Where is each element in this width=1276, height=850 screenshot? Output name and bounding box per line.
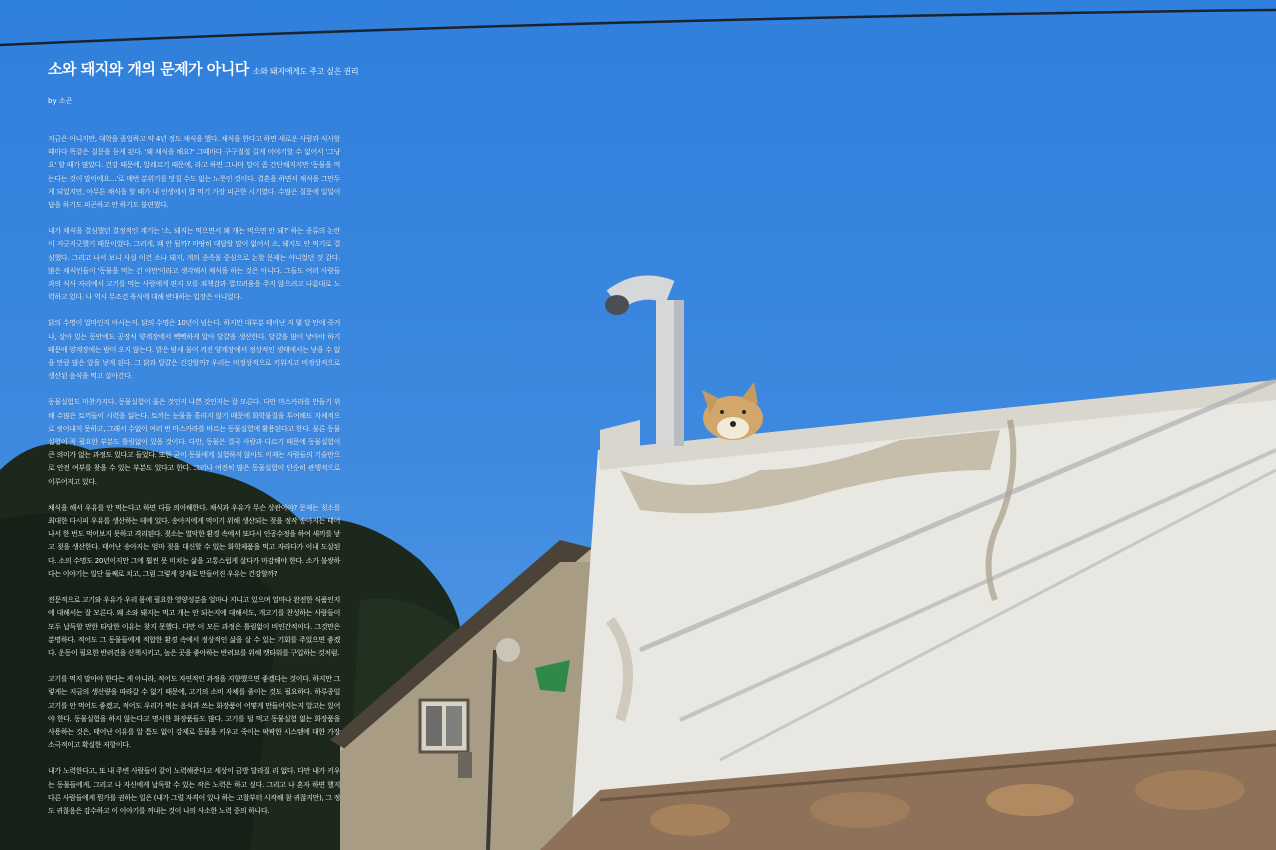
article-paragraph: 동물실험도 마찬가지다. 동물실험이 옳은 것인지 나쁜 것인지는 잘 모른다. 다만 마스카라를 만들기 위해 수많은 토끼들이 시력을 잃는다. 토끼는 눈물을 흘리지 않기 때문에 화학물질을 투여해도 자체적으로 씻어내지 못하고, 그래서 수없이 여러 번 마스카라를 바르는 동물실험에 활용된다고 한다. 물론 동물실험이 꼭 필요한 부분도 틀림없이 있을 것이다. 다만, 동물은 결국 사람과 다르기 때문에 동물실험이 큰 의미가 없는 과정도 있다고 들었다. 또한 굳이 동물에게 실험하지 않아도 이제는 사람들의 기술만으로 안전 여부를 찾을 수 있는 부분도 있다고 한다. 그러나 여전히 많은 동물실험이 단순히 관행적으로 이루어지고 있다.	[48, 398, 340, 486]
article-paragraph: 닭의 수명이 얼마인지 아시는지. 닭의 수명은 10년이 넘는다. 하지만 대부분 태어난 지 몇 달 만에 죽거나, 살아 있는 동안에도 공장식 양계장에서 빽빽하게 알아 달걀을 생산한다. 달걀을 많이 낳아야 하기 때문에 양계장에는 밤이 오지 않는다. 밝은 밤새 불이 켜진 양계장에서 정상적인 생태에서는 낳을 수 없을 만큼 많은 알을 낳게 된다. 그 닭과 달걀은 건강할까? 우리는 비정상적으로 키워지고 비정상적으로 생산된 음식을 먹고 살아간다.	[48, 319, 340, 381]
article-byline: by 소곤	[48, 97, 73, 105]
article-subtitle: 소와 돼지에게도 주고 싶은 권리	[252, 67, 359, 76]
article-paragraph: 내가 채식을 결심했던 결정적인 계기는 '소, 돼지는 먹으면서 왜 개는 먹으면 안 돼?' 하는 종류의 논란이 지긋지긋했기 때문이었다. 그러게, 왜 안 될까? 마땅히 대답할 말이 없어서 소, 돼지도 안 먹기로 결심했다. 그리고 나서 보니 사실 이건 소나 돼지, 개의 종족을 중심으로 논할 문제는 아니었던 것 같다. 많은 채식인들이 '동물을 먹는 건 야만'이라고 생각해서 채식을 하는 것은 아니다. 그들도 여러 사람들과의 식사 자리에서 고기를 먹는 사람에게 편지 모를 죄책감과 껄끄러움을 주지 않으려고 나름대로 노력하고 있다. 나 역시 무조건 육식에 대해 반대하는 입장은 아니었다.	[48, 227, 340, 302]
article-paragraph: 내가 노력한다고, 또 내 주변 사람들이 같이 노력해준다고 세상이 금방 달라질 리 없다. 다만 내가 키우는 동물들에게, 그리고 나 자신에게 납득할 수 있는 작은 노력은 하고 싶다. 그리고 나 혼자 하면 했지 다른 사람들에게 뭔가를 권하는 일은 (내가 그럴 자격이 있나 하는 고찰부터 시작해 참 귀찮지만), 그 정도 귀찮음은 감수하고 이 이야기를 꺼내는 것이 나의 사소한 노력 중의 하나다.	[48, 767, 340, 815]
front-wall	[540, 380, 1276, 850]
article-title: 소와 돼지와 개의 문제가 아니다	[48, 60, 249, 78]
article-paragraph: 전문적으로 고기와 우유가 우리 몸에 필요한 영양성분을 얼마나 지니고 있으며 얼마나 완전한 식품인지에 대해서는 잘 모른다. 왜 소와 돼지는 먹고 개는 안 되는지에 대해서도, 개고기를 찬성하는 사람들이 모두 납득할 만한 타당한 이유는 찾지 못했다. 다만 이 모든 과정은 틀림없이 비인간적이다. 그것만은 분명하다. 적어도 그 동물들에게 적합한 환경 속에서 정상적인 삶을 살 수 있는 기회를 주었으면 좋겠다. 운동이 필요한 반려견을 산책시키고, 높은 곳을 좋아하는 반려묘를 위해 캣타워를 구입하는 것처럼.	[48, 596, 340, 657]
article-text-column	[48, 58, 359, 831]
dog	[702, 382, 763, 440]
article-paragraph: 지금은 아니지만, 대학을 졸업하고 약 4년 정도 채식을 했다. 채식을 한다고 하면 새로운 사람과 식사할 때마다 똑같은 질문을 듣게 된다. '왜 채식을 해요?' 그때마다 구구절절 길게 이야기할 수 없어서 '그냥요' 할 때가 많았다. 건강 때문에, 알레르기 때문에, 라고 하면 그나마 말이 좀 간단해지지만 '동물을 먹는다는 것이 말이에요…'로 매번 분위기를 망칠 수도 없는 노릇인 것이다. 결혼을 하면서 채식을 그만두게 되었지만, 아무튼 채식을 할 때가 내 인생에서 밥 먹기 가장 피곤한 시기였다. 수많은 질문에 일일이 답을 하기도 피곤하고 안 하기도 불편했다.	[48, 135, 340, 210]
article-headline	[48, 58, 359, 79]
chimney-pipe	[605, 288, 684, 447]
power-wire	[0, 10, 1276, 45]
article-paragraph: 고기를 먹지 말아야 한다는 게 아니라, 적어도 자연적인 과정을 지향했으면 좋겠다는 것이다. 하지만 그렇게는 지금의 생산량을 따라갈 수 없기 때문에, 고기의 소비 자체를 줄이는 것도 필요하다. 하루종일 고기를 안 먹어도 좋겠고, 적어도 우리가 먹는 음식과 쓰는 화장품이 어떻게 만들어지는지 알고는 있어야 한다. 동물실험을 하지 않는다고 명시한 화장품들도 많다. 고기를 덜 먹고 동물실험 없는 화장품을 사용하는 것은, 태어난 이유를 알 틈도 없이 강제로 동물을 키우고 죽이는 팍팍한 시스템에 대한 가장 소극적이고 확실한 저항이다.	[48, 675, 340, 750]
article-paragraph: 채식을 해서 우유를 안 먹는다고 하면 다들 의아해한다. 채식과 우유가 무슨 상관이야? 문제는 젖소를 최대한 다시피 우유를 생산하는 데에 있다. 송아지에게 먹이기 위해 생산되는 젖을 정작 송아지는 태어나서 한 번도 먹어보지 못하고 격리된다. 젖소는 열악한 환경 속에서 또다시 인공수정을 하여 새끼를 낳고 젖을 생산한다. 태어난 송아지는 엄마 젖을 대신할 수 있는 화학제품을 먹고 자라다가 이내 도살된다. 소의 수명도 20년이지만 그에 훨씬 못 미치는 삶을 고통스럽게 살다가 마감해야 한다. 소가 불쌍하다는 이야기는 일단 둘째로 치고, 그럼 그렇게 강제로 만들어진 우유는 건강할까?	[48, 503, 340, 578]
